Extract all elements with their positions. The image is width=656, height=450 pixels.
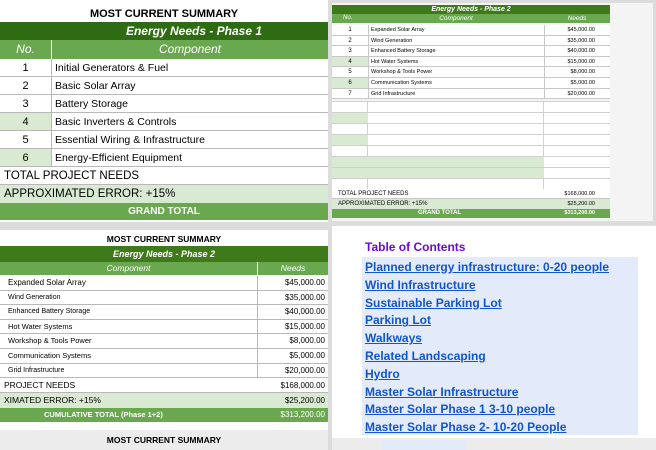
row-number: 3 — [348, 48, 352, 55]
phase1-table-body — [0, 59, 328, 167]
table-row[interactable] — [0, 59, 328, 77]
phase1-grand-total: GRAND TOTAL — [0, 203, 328, 220]
row-number: 2 — [0, 77, 52, 94]
row-component: Expanded Solar Array — [0, 276, 258, 290]
row-component: Communication Systems — [0, 349, 258, 363]
row-component: Hot Water Systems — [0, 320, 258, 334]
row-component: Communication Systems — [368, 78, 544, 88]
phase2-summary-error-label: XIMATED ERROR: +15% — [4, 395, 101, 405]
row-needs: $40,000.00 — [544, 46, 610, 56]
phase2-sheet-grand-total-label: GRAND TOTAL — [418, 210, 462, 216]
table-row[interactable] — [0, 291, 328, 306]
table-row[interactable] — [0, 349, 328, 364]
phase2-summary-cumulative-value: $313,200.00 — [280, 410, 325, 419]
toc-link-master-solar[interactable]: Master Solar Infrastructure — [362, 385, 521, 399]
toc-link-parking-lot[interactable]: Parking Lot — [362, 313, 434, 327]
toc-link-master-solar-phase2[interactable]: Master Solar Phase 2- 10-20 People — [362, 420, 569, 434]
table-row[interactable] — [332, 67, 610, 78]
row-component: Enhanced Battery Storage — [368, 46, 544, 56]
phase2-summary-body — [0, 276, 328, 378]
row-component: Expanded Solar Array — [368, 25, 544, 35]
phase1-approx-error: APPROXIMATED ERROR: +15% — [0, 185, 328, 203]
highlight-row — [332, 157, 544, 167]
highlight-cell — [332, 135, 368, 145]
row-needs: $5,000.00 — [289, 350, 325, 360]
toc-footer-selection — [382, 440, 466, 450]
row-number: 4 — [332, 57, 368, 67]
row-needs: $20,000.00 — [284, 365, 325, 375]
phase2-sheet-error-row[interactable] — [332, 199, 610, 209]
row-needs: $5,000.00 — [544, 78, 610, 88]
row-component: Wind Generation — [0, 291, 258, 305]
row-needs: $8,000.00 — [544, 67, 610, 77]
toc-link-related-landscaping[interactable]: Related Landscaping — [362, 349, 489, 363]
table-row[interactable] — [0, 320, 328, 335]
row-component: Battery Storage — [55, 98, 128, 110]
phase2-sheet-grand-total-value: $313,200.00 — [564, 210, 595, 216]
row-component: Essential Wiring & Infrastructure — [55, 134, 205, 146]
phase2-summary-col-needs: Needs — [258, 262, 328, 275]
phase2-sheet-title: Energy Needs - Phase 2 — [332, 5, 610, 14]
phase2-sheet-grand-total-row[interactable] — [332, 209, 610, 218]
table-row[interactable] — [0, 149, 328, 167]
row-component: Initial Generators & Fuel — [55, 62, 169, 74]
row-component: Basic Solar Array — [55, 80, 136, 92]
toc-link-hydro[interactable]: Hydro — [362, 367, 403, 381]
phase2-summary-error-value: $25,200.00 — [284, 396, 325, 405]
row-component: Grid Infrastructure — [0, 364, 258, 378]
phase1-col-component: Component — [52, 40, 328, 59]
row-number: 7 — [348, 90, 352, 97]
toc-link-list — [362, 258, 638, 436]
phase2-summary-total-row[interactable] — [0, 378, 328, 393]
row-needs: $35,000.00 — [284, 292, 325, 302]
phase2-sheet-total-row[interactable] — [332, 189, 610, 199]
phase2-summary-heading: Energy Needs - Phase 2 — [0, 246, 328, 262]
toc-link-planned-energy[interactable]: Planned energy infrastructure: 0-20 people — [362, 260, 612, 274]
table-row[interactable] — [332, 36, 610, 47]
table-row[interactable] — [0, 95, 328, 113]
row-number: 6 — [0, 149, 52, 166]
table-row[interactable] — [332, 25, 610, 36]
table-row[interactable] — [0, 305, 328, 320]
row-number: 3 — [0, 95, 52, 112]
toc-footer-strip — [332, 438, 656, 450]
phase2-spreadsheet — [332, 3, 653, 221]
phase2-summary-total-value: $168,000.00 — [280, 381, 325, 390]
row-number: 1 — [0, 59, 52, 76]
table-row[interactable] — [332, 57, 610, 68]
row-component: Hot Water Systems — [368, 57, 544, 67]
row-component: Enhanced Battery Storage — [0, 305, 258, 319]
row-needs: $15,000.00 — [284, 321, 325, 331]
phase2-sheet-error-value: $25,200.00 — [567, 201, 595, 207]
phase2-sheet-body — [332, 25, 610, 99]
phase2-summary-footer-title: MOST CURRENT SUMMARY — [106, 435, 222, 445]
table-of-contents-panel — [332, 226, 656, 450]
phase2-sheet-col-component: Component — [368, 14, 544, 23]
row-needs: $20,000.00 — [544, 89, 610, 99]
row-component: Workshop & Tools Power — [0, 334, 258, 348]
phase2-summary-footer — [0, 430, 328, 450]
row-component: Grid Infrastructure — [368, 89, 544, 99]
row-component: Wind Generation — [368, 36, 544, 46]
row-needs: $40,000.00 — [284, 307, 325, 317]
row-number: 2 — [348, 37, 352, 44]
table-row[interactable] — [0, 364, 328, 379]
phase2-summary-col-component: Component — [0, 262, 258, 275]
phase2-sheet-total-value: $168,000.00 — [564, 191, 595, 197]
row-number: 5 — [348, 69, 352, 76]
row-component: Basic Inverters & Controls — [55, 116, 177, 128]
row-needs: $35,000.00 — [544, 36, 610, 46]
row-needs: $45,000.00 — [284, 278, 325, 287]
phase2-summary-total-label: PROJECT NEEDS — [4, 380, 76, 390]
toc-title: Table of Contents — [365, 240, 466, 254]
table-row[interactable] — [332, 46, 610, 57]
row-number: 5 — [0, 131, 52, 148]
row-needs: $15,000.00 — [544, 57, 610, 67]
row-component: Workshop & Tools Power — [368, 67, 544, 77]
toc-link-master-solar-phase1[interactable]: Master Solar Phase 1 3-10 people — [362, 402, 558, 416]
phase2-summary-cumulative-row[interactable] — [0, 408, 328, 422]
phase1-summary-sheet — [0, 0, 328, 222]
phase2-sheet-error-label: APPROXIMATED ERROR: +15% — [338, 201, 428, 207]
phase1-summary-title: MOST CURRENT SUMMARY — [89, 8, 239, 20]
phase1-total-needs: TOTAL PROJECT NEEDS — [0, 167, 328, 185]
table-row[interactable] — [0, 334, 328, 349]
phase2-sheet-col-no: No. — [332, 14, 368, 23]
toc-link-wind-infrastructure[interactable]: Wind Infrastructure — [362, 278, 479, 292]
table-row[interactable] — [0, 276, 328, 291]
table-row[interactable] — [0, 113, 328, 131]
phase2-summary-cumulative-label: CUMULATIVE TOTAL (Phase 1+2) — [44, 410, 163, 419]
phase1-title: Energy Needs - Phase 1 — [0, 22, 328, 40]
row-number: 1 — [348, 27, 352, 33]
phase1-col-no: No. — [0, 40, 52, 59]
row-needs: $45,000.00 — [544, 25, 610, 35]
table-row[interactable] — [332, 89, 610, 100]
table-row[interactable] — [0, 77, 328, 95]
highlight-row — [332, 168, 544, 178]
table-row[interactable] — [0, 131, 328, 149]
phase2-sheet-total-label: TOTAL PROJECT NEEDS — [338, 191, 409, 197]
phase2-sheet-col-needs: Needs — [544, 14, 610, 23]
row-component: Energy-Efficient Equipment — [55, 152, 183, 164]
row-number: 6 — [332, 78, 368, 88]
row-needs: $8,000.00 — [289, 336, 325, 346]
table-row[interactable] — [332, 78, 610, 89]
phase2-summary-error-row[interactable] — [0, 393, 328, 408]
row-number: 4 — [0, 113, 52, 130]
phase2-summary-title: MOST CURRENT SUMMARY — [106, 234, 222, 244]
toc-link-sustainable-parking[interactable]: Sustainable Parking Lot — [362, 296, 505, 310]
toc-link-walkways[interactable]: Walkways — [362, 331, 425, 345]
phase2-summary-sheet — [0, 230, 328, 450]
highlight-cell — [332, 113, 368, 123]
